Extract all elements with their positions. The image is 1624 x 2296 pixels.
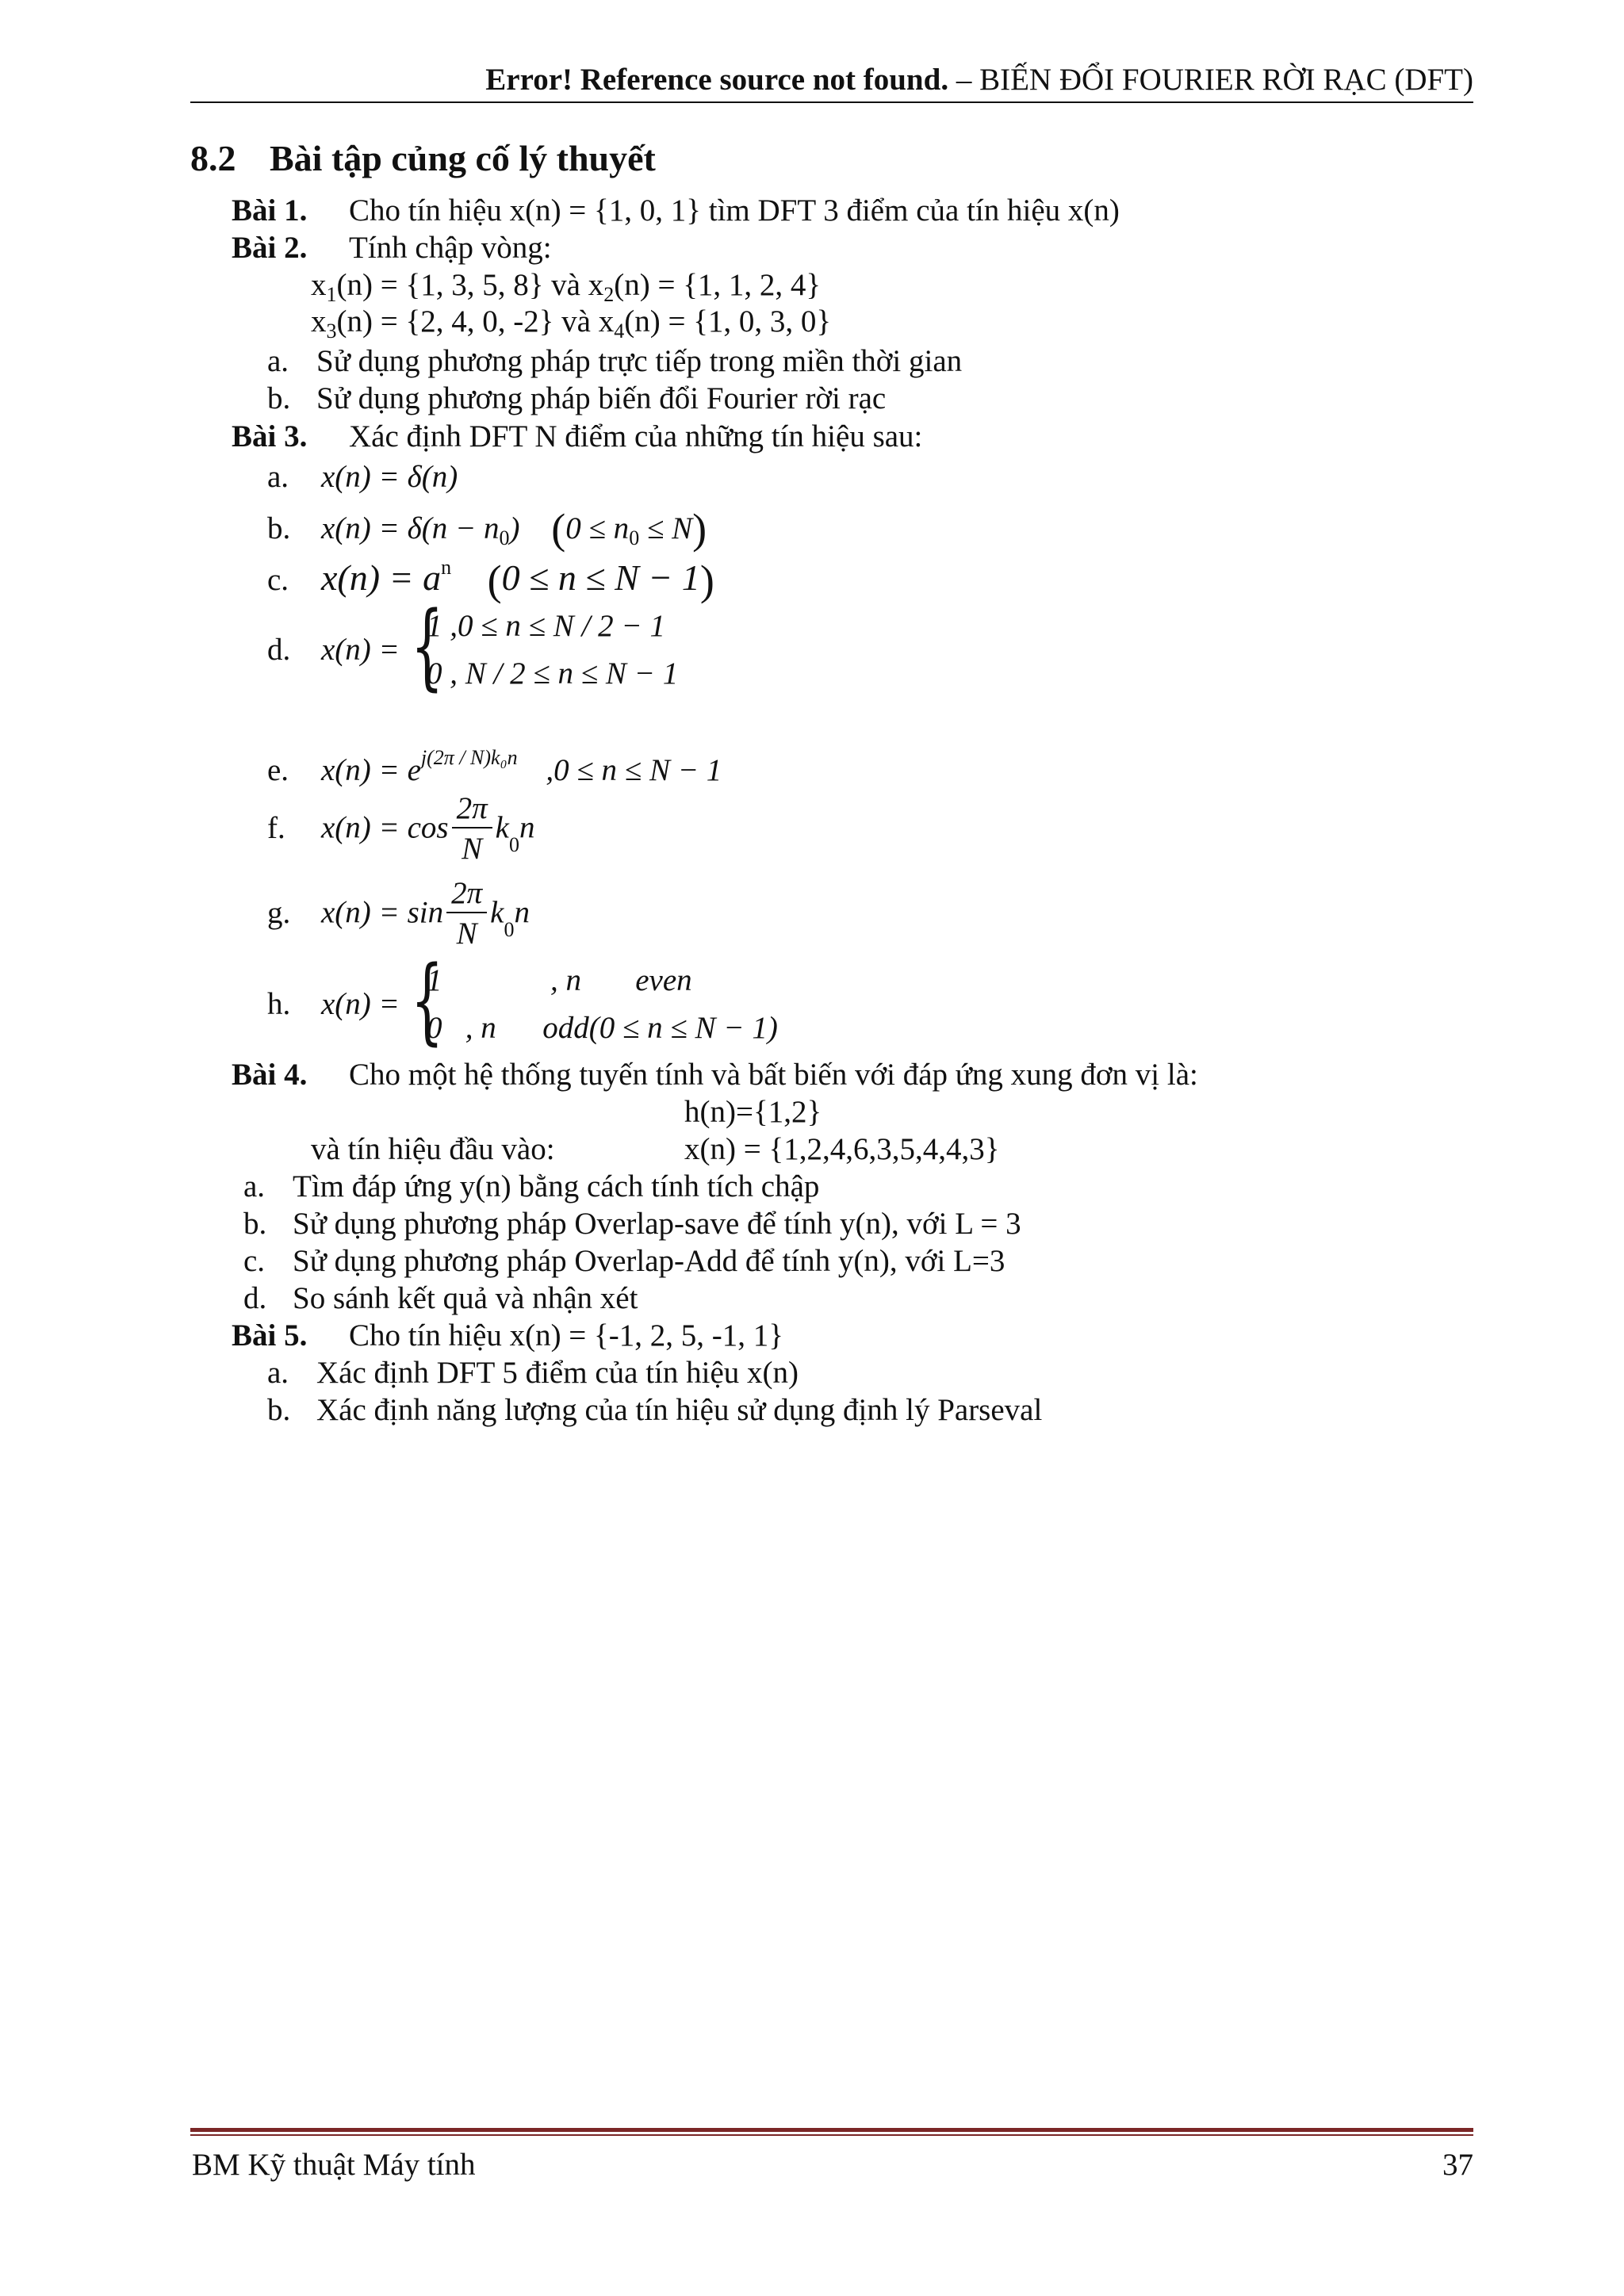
page-number: 37	[1442, 2148, 1473, 2182]
item-text: Xác định năng lượng của tín hiệu sử dụng định lý Parseval	[316, 1393, 1043, 1427]
formula-paren: (	[487, 557, 502, 604]
running-header	[190, 62, 1473, 101]
formula-subscript: 0	[499, 526, 510, 549]
item-text: Sử dụng phương pháp biến đổi Fourier rời rạc	[316, 381, 887, 415]
item-marker: a.	[267, 1356, 289, 1390]
exercise-3-item-d-label	[267, 634, 400, 665]
exercise-2-item-a	[267, 346, 962, 377]
exercise-text: Cho tín hiệu x(n) = {1, 0, 1} tìm DFT 3 điểm của tín hiệu x(n)	[349, 193, 1120, 228]
equation-x1-x2	[311, 270, 821, 305]
item-text: So sánh kết quả và nhận xét	[293, 1281, 638, 1315]
formula-condition: 0 ≤ n ≤ N − 1	[501, 557, 700, 598]
item-text: Xác định DFT 5 điểm của tín hiệu x(n)	[316, 1356, 799, 1390]
exercise-label: Bài 3.	[232, 419, 308, 453]
formula-subscript: 0	[504, 917, 515, 941]
eq-subscript: 1	[326, 283, 337, 306]
formula: x(n) = cos	[321, 810, 449, 845]
piecewise-brace: {	[411, 945, 444, 1054]
eq-subscript: 4	[614, 320, 625, 342]
item-text: Sử dụng phương pháp Overlap-Add để tính y(n), với L=3	[293, 1244, 1005, 1278]
piecewise-case-1: 1 , n even	[427, 963, 692, 997]
item-text: Sử dụng phương pháp Overlap-save để tính y(n), với L = 3	[293, 1207, 1021, 1241]
input-signal: x(n) = {1,2,4,6,3,5,4,4,3}	[684, 1132, 1000, 1166]
fraction-numerator: 2π	[446, 878, 487, 913]
exercise-3	[232, 421, 922, 452]
eq-text: (n) = {1, 3, 5, 8} và x	[336, 268, 604, 302]
exercise-2-item-b	[267, 383, 886, 414]
exercise-text: Tính chập vòng:	[349, 231, 552, 265]
eq-text: x	[311, 268, 327, 302]
exercise-text: Cho một hệ thống tuyến tính và bất biến với đáp ứng xung đơn vị là:	[349, 1058, 1198, 1092]
formula-superscript: n	[441, 556, 452, 579]
exercise-text: Xác định DFT N điểm của những tín hiệu sau:	[349, 419, 923, 453]
header-chapter-title: – BIẾN ĐỔI FOURIER RỜI RẠC (DFT)	[948, 63, 1473, 97]
exercise-2	[232, 232, 552, 263]
formula: x(n) = sin	[321, 895, 444, 930]
piecewise-case-1: 1 ,0 ≤ n ≤ N / 2 − 1	[427, 609, 665, 643]
eq-subscript: 2	[603, 283, 615, 306]
section-title: Bài tập củng cố lý thuyết	[270, 138, 656, 178]
fraction-numerator: 2π	[452, 793, 492, 828]
formula-condition: ,0 ≤ n ≤ N − 1	[546, 753, 722, 787]
formula: x(n) =	[321, 633, 400, 667]
exercise-4-item-c	[243, 1246, 1005, 1276]
formula-condition: ≤ N	[639, 511, 693, 545]
item-marker: a.	[243, 1169, 266, 1203]
formula: k	[490, 895, 504, 930]
exercise-4	[232, 1059, 1198, 1090]
piecewise-brace: {	[411, 591, 444, 700]
section-number: 8.2	[190, 138, 236, 178]
impulse-response: h(n)={1,2}	[684, 1095, 822, 1129]
exercise-3-item-g	[267, 878, 530, 949]
footer-rule	[190, 2134, 1473, 2136]
eq-text: (n) = {1, 1, 2, 4}	[614, 268, 822, 302]
exercise-3-item-e	[267, 748, 722, 786]
formula-paren: )	[692, 505, 707, 553]
formula: x(n) = δ(n)	[321, 460, 458, 494]
item-marker: f.	[267, 810, 285, 845]
formula: x(n) = δ(n − n	[321, 511, 500, 545]
piecewise-case-2: 0 , n odd(0 ≤ n ≤ N − 1)	[427, 1011, 778, 1045]
section-heading	[190, 137, 656, 179]
exercise-4-item-b	[243, 1208, 1021, 1239]
formula: x(n) =	[321, 987, 400, 1021]
item-text: Sử dụng phương pháp trực tiếp trong miền thời gian	[316, 344, 963, 378]
formula-subscript: 0	[508, 832, 519, 856]
exercise-3-item-f	[267, 793, 534, 864]
equation-x3-x4	[311, 306, 831, 342]
exercise-1	[232, 195, 1120, 226]
exercise-label: Bài 1.	[232, 193, 308, 228]
header-rule	[190, 101, 1473, 103]
footer-department: BM Kỹ thuật Máy tính	[192, 2148, 476, 2182]
piecewise-case-2: 0 , N / 2 ≤ n ≤ N − 1	[427, 656, 679, 691]
formula-condition: 0 ≤ n	[565, 511, 630, 545]
formula: k	[495, 810, 509, 845]
formula: x(n) = e	[321, 753, 421, 787]
item-marker: h.	[267, 987, 291, 1021]
formula: )	[509, 511, 520, 545]
exercise-5-item-b	[267, 1395, 1042, 1425]
item-marker: b.	[267, 381, 291, 415]
exercise-4-item-a	[243, 1171, 819, 1202]
eq-text: (n) = {2, 4, 0, -2} và x	[336, 304, 615, 339]
item-marker: b.	[243, 1207, 267, 1241]
formula: x(n) = a	[321, 557, 442, 598]
item-marker: b.	[267, 511, 291, 545]
exercise-label: Bài 2.	[232, 231, 308, 265]
item-marker: c.	[243, 1244, 266, 1278]
exercise-3-item-c	[267, 557, 714, 602]
formula: n	[519, 810, 535, 845]
header-error-text: Error! Reference source not found.	[485, 63, 949, 97]
item-marker: c.	[267, 563, 289, 597]
formula: n	[514, 895, 530, 930]
fraction-denominator: N	[462, 832, 483, 866]
item-marker: d.	[243, 1281, 267, 1315]
item-marker: g.	[267, 895, 291, 930]
eq-text: x	[311, 304, 327, 339]
input-signal-label: và tín hiệu đầu vào:	[311, 1132, 555, 1166]
fraction	[446, 878, 487, 949]
formula-paren: )	[699, 557, 714, 604]
item-marker: b.	[267, 1393, 291, 1427]
exercise-3-item-h-label	[267, 989, 400, 1020]
eq-text: (n) = {1, 0, 3, 0}	[624, 304, 832, 339]
item-marker: d.	[267, 633, 291, 667]
exercise-3-item-b	[267, 505, 707, 553]
formula-superscript: j(2π / N)k₀n	[420, 746, 518, 769]
item-marker: a.	[267, 344, 289, 378]
eq-subscript: 3	[326, 320, 337, 342]
exercise-5	[232, 1320, 783, 1351]
exercise-text: Cho tín hiệu x(n) = {-1, 2, 5, -1, 1}	[349, 1318, 783, 1353]
item-text: Tìm đáp ứng y(n) bằng cách tính tích chập	[293, 1169, 820, 1203]
exercise-4-item-d	[243, 1283, 638, 1314]
exercise-5-item-a	[267, 1357, 799, 1388]
formula-paren: (	[551, 505, 566, 553]
fraction	[452, 793, 492, 864]
fraction-denominator: N	[456, 916, 477, 951]
exercise-label: Bài 5.	[232, 1318, 308, 1353]
item-marker: a.	[267, 460, 289, 494]
item-marker: e.	[267, 753, 289, 787]
exercise-label: Bài 4.	[232, 1058, 308, 1092]
footer-rule	[190, 2128, 1473, 2132]
formula-subscript: 0	[629, 526, 640, 549]
exercise-3-item-a	[267, 461, 458, 492]
